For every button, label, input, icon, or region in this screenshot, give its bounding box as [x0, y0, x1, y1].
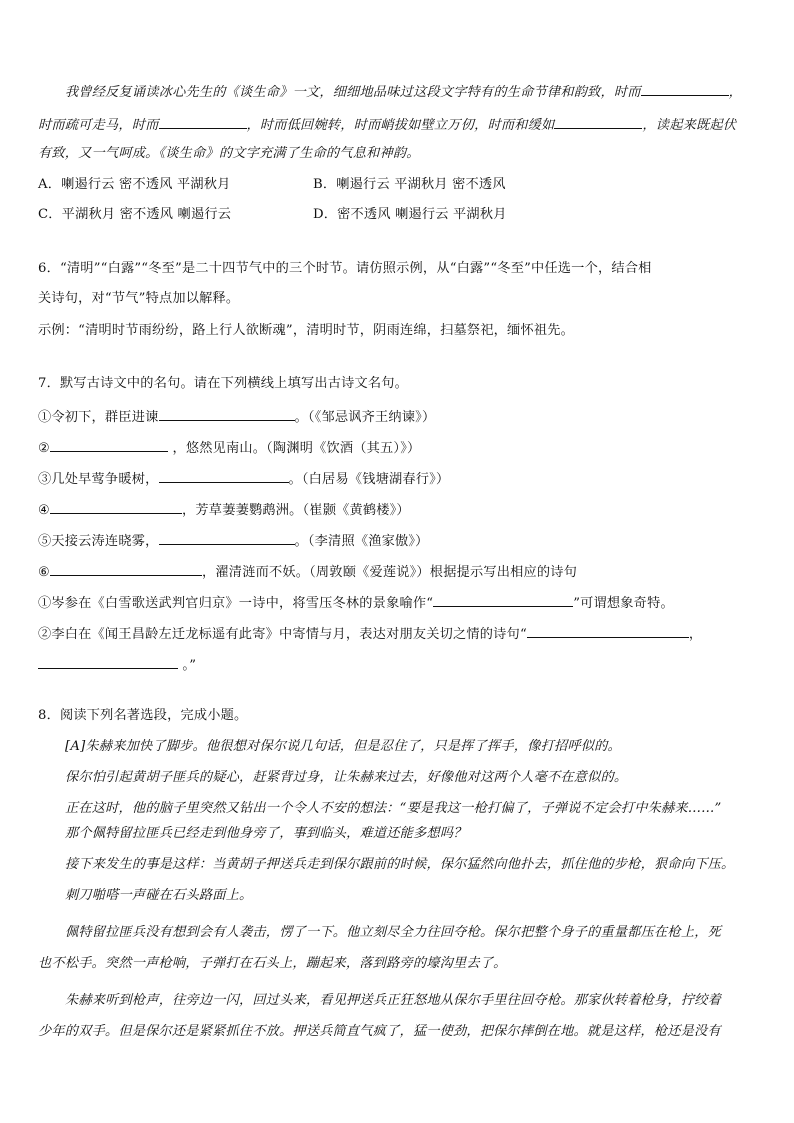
option-a[interactable]: A．喇遏行云 密不透风 平湖秋月: [38, 177, 231, 192]
q8-passage-p3b: 那个佩特留拉匪兵已经走到他身旁了，事到临头，难道还能多想吗？: [65, 826, 467, 841]
q8-passage-p1: [A]朱赫来加快了脚步。他很想对保尔说几句话，但是忍住了，只是挥了挥手，像打招呼似的。: [65, 739, 621, 754]
q8-passage-p4a: 接下来发生的事是这样：当黄胡子押送兵走到保尔跟前的时候，保尔猛然向他扑去，抓住他的步枪，狠命向下压。: [65, 857, 735, 872]
q7-text: 。（白居易《钱塘湖春行》）: [288, 472, 450, 487]
q7-text: ①岑参在《白雪歌送武判官归京》一诗中，将雪压冬林的景象喻作“: [38, 596, 434, 611]
answer-blank[interactable]: [50, 561, 202, 576]
answer-blank[interactable]: [50, 499, 182, 514]
q7-text: ，悠然见南山。（陶渊明《饮酒（其五）》）: [172, 441, 421, 456]
answer-blank[interactable]: [554, 114, 642, 129]
q7-item-1: [38, 406, 435, 427]
q7-text: ②: [38, 441, 51, 456]
q7-text: ⑥: [38, 565, 51, 580]
q7-item-8: [38, 623, 702, 644]
q5-text: 时而疏可走马，时而: [38, 118, 159, 133]
q7-title: 7．默写古诗文中的名句。请在下列横线上填写出古诗文名句。: [38, 376, 409, 391]
q5-passage-line-1: [65, 81, 742, 102]
q5-text: ，读起来既起伏: [642, 118, 737, 133]
q5-options-row-1: [38, 176, 506, 194]
q5-options-row-2: [38, 206, 507, 224]
q5-passage-line-2: [38, 114, 736, 135]
q6-line-2: 关诗句，对“节气”特点加以解释。: [38, 291, 240, 306]
q6-example: 示例：“清明时节雨纷纷，路上行人欲断魂”，清明时节，阴雨连绵，扫墓祭祀，缅怀祖先。: [38, 323, 574, 338]
q8-title: 8．阅读下列名著选段，完成小题。: [38, 708, 248, 723]
q7-item-7: [38, 592, 674, 613]
option-c[interactable]: C．平湖秋月 密不透风 喇遏行云: [38, 207, 232, 222]
q7-text: ，濯清涟而不妖。（周敦颐《爱莲说》）根据提示写出相应的诗句: [202, 565, 578, 580]
q8-passage-p2: 保尔怕引起黄胡子匪兵的疑心，赶紧背过身，让朱赫来过去，好像他对这两个人毫不在意似的。: [65, 770, 628, 785]
answer-blank[interactable]: [159, 530, 295, 545]
q8-passage-p6a: 朱赫来听到枪声，往旁边一闪，回过头来，看见押送兵正狂怒地从保尔手里往回夺枪。那家伙转着枪身，拧绞着: [65, 993, 721, 1008]
q7-text: ”可谓想象奇特。: [573, 596, 674, 611]
answer-blank[interactable]: [641, 81, 729, 96]
q7-text: ③几处早莺争暖树，: [38, 472, 159, 487]
q7-text: 。（李清照《渔家傲》）: [294, 534, 429, 549]
q7-text: 。（《邹忌讽齐王纳谏》）: [294, 410, 436, 425]
q7-text: ，芳草萋萋鹦鹉洲。（崔颢《黄鹤楼》）: [182, 503, 410, 518]
q5-passage-line-3: 有致，又一气呵成。《谈生命》的文字充满了生命的气息和神韵。: [38, 146, 420, 161]
answer-blank[interactable]: [38, 654, 178, 669]
q8-passage-p5a: 佩特留拉匪兵没有想到会有人袭击，愣了一下。他立刻尽全力往回夺枪。保尔把整个身子的重量都压在枪上，死: [65, 925, 721, 940]
q7-item-2: [38, 437, 420, 458]
q7-text: ②李白在《闻王昌龄左迁龙标遥有此寄》中寄情与月，表达对朋友关切之情的诗句“: [38, 627, 527, 642]
q7-item-6: [38, 561, 577, 582]
q8-passage-p6b: 少年的双手。但是保尔还是紧紧抓住不放。押送兵简直气疯了，猛一使劲，把保尔摔倒在地。就是这样，枪还是没有: [38, 1024, 721, 1039]
q7-item-3: [38, 468, 449, 489]
q7-text: ⑤天接云涛连晓雾，: [38, 534, 159, 549]
option-d[interactable]: D．密不透风 喇遏行云 平湖秋月: [313, 207, 507, 222]
q5-text: ，: [728, 85, 743, 100]
q5-text: ，时而低回婉转，时而峭拔如壁立万仞，时而和缓如: [246, 118, 555, 133]
answer-blank[interactable]: [527, 623, 689, 638]
answer-blank[interactable]: [159, 114, 247, 129]
q7-item-9: [38, 654, 196, 675]
q5-text: 我曾经反复诵读冰心先生的《谈生命》一文，细细地品味过这段文字特有的生命节律和韵致，时而: [65, 85, 641, 100]
q7-item-5: [38, 530, 429, 551]
answer-blank[interactable]: [159, 406, 295, 421]
q7-text: ①令初下，群臣进谏: [38, 410, 159, 425]
q7-text: ④: [38, 503, 51, 518]
q6-line-1: 6．“清明”“白露”“冬至”是二十四节气中的三个时节。请仿照示例，从“白露”“冬至”中任选一个，结合相: [38, 261, 652, 276]
q8-passage-p4b: 刺刀啪嗒一声碰在石头路面上。: [65, 888, 253, 903]
option-b[interactable]: B．喇遏行云 平湖秋月 密不透风: [313, 177, 506, 192]
answer-blank[interactable]: [159, 468, 289, 483]
q7-item-4: [38, 499, 410, 520]
q7-text: ，: [688, 627, 703, 642]
q8-passage-p5b: 也不松手。突然一声枪响，子弹打在石头上，蹦起来，落到路旁的壕沟里去了。: [38, 956, 507, 971]
answer-blank[interactable]: [50, 437, 168, 452]
q7-text: 。”: [182, 658, 197, 673]
answer-blank[interactable]: [433, 592, 573, 607]
q8-passage-p3a: 正在这时，他的脑子里突然又钻出一个令人不安的想法：“要是我这一枪打偏了，子弹说不定会打中朱赫来……”: [65, 801, 722, 816]
